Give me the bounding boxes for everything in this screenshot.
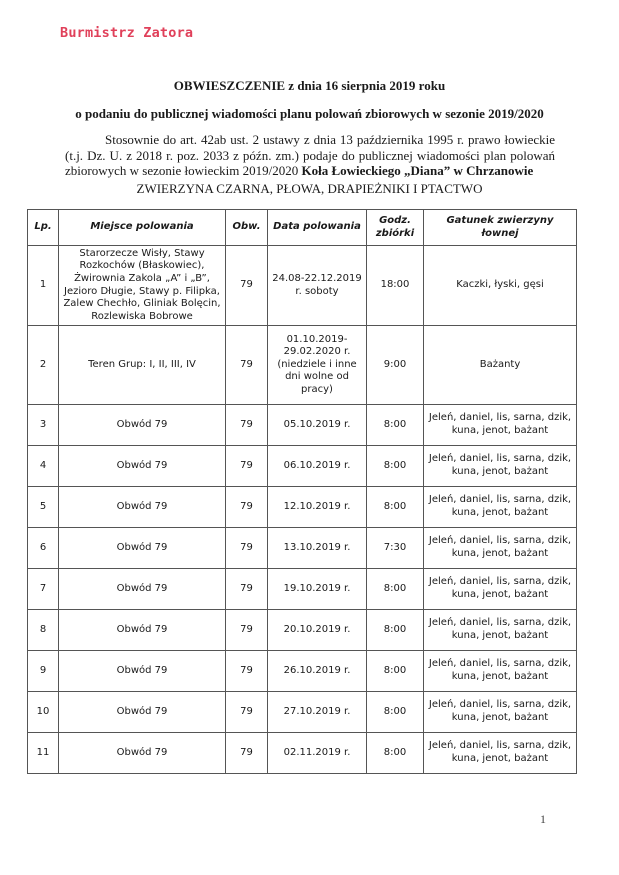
cell-species: Jeleń, daniel, lis, sarna, dzik, kuna, jenot, bażant [424,692,577,733]
cell-place: Obwód 79 [59,405,226,446]
cell-place: Obwód 79 [59,446,226,487]
hunting-schedule-table [27,209,577,774]
cell-lp: 8 [28,610,59,651]
cell-date: 20.10.2019 r. [268,610,367,651]
cell-place: Obwód 79 [59,692,226,733]
cell-date: 13.10.2019 r. [268,528,367,569]
cell-time: 8:00 [367,487,424,528]
cell-date: 05.10.2019 r. [268,405,367,446]
intro-paragraph [65,132,555,179]
cell-place: Obwód 79 [59,569,226,610]
cell-species: Bażanty [424,326,577,405]
cell-date: 01.10.2019-29.02.2020 r. (niedziele i inne dni wolne od pracy) [268,326,367,405]
cell-district: 79 [226,733,268,774]
cell-lp: 2 [28,326,59,405]
cell-species: Jeleń, daniel, lis, sarna, dzik, kuna, jenot, bażant [424,569,577,610]
cell-place: Obwód 79 [59,610,226,651]
cell-lp: 4 [28,446,59,487]
cell-district: 79 [226,528,268,569]
cell-district: 79 [226,405,268,446]
cell-time: 7:30 [367,528,424,569]
table-row [28,326,577,405]
cell-lp: 5 [28,487,59,528]
cell-species: Jeleń, daniel, lis, sarna, dzik, kuna, jenot, bażant [424,446,577,487]
table-row [28,405,577,446]
cell-district: 79 [226,246,268,326]
table-row [28,692,577,733]
game-category-heading: ZWIERZYNA CZARNA, PŁOWA, DRAPIEŻNIKI I PTACTWO [136,181,483,196]
cell-date: 02.11.2019 r. [268,733,367,774]
cell-time: 8:00 [367,692,424,733]
table-row [28,528,577,569]
cell-species: Jeleń, daniel, lis, sarna, dzik, kuna, jenot, bażant [424,528,577,569]
cell-date: 24.08-22.12.2019 r. soboty [268,246,367,326]
cell-district: 79 [226,610,268,651]
cell-place: Obwód 79 [59,733,226,774]
cell-place: Obwód 79 [59,487,226,528]
table-row [28,733,577,774]
cell-date: 12.10.2019 r. [268,487,367,528]
cell-lp: 6 [28,528,59,569]
cell-species: Jeleń, daniel, lis, sarna, dzik, kuna, jenot, bażant [424,610,577,651]
cell-place: Teren Grup: I, II, III, IV [59,326,226,405]
table-row [28,569,577,610]
cell-place: Obwód 79 [59,651,226,692]
cell-time: 9:00 [367,326,424,405]
cell-date: 19.10.2019 r. [268,569,367,610]
cell-species: Jeleń, daniel, lis, sarna, dzik, kuna, jenot, bażant [424,651,577,692]
cell-lp: 10 [28,692,59,733]
cell-date: 27.10.2019 r. [268,692,367,733]
intro-club-name: Koła Łowieckiego „Diana” w Chrzanowie [301,163,534,178]
cell-lp: 7 [28,569,59,610]
cell-species: Kaczki, łyski, gęsi [424,246,577,326]
header-species: Gatunek zwierzyny łownej [424,210,577,246]
cell-time: 8:00 [367,405,424,446]
cell-time: 8:00 [367,569,424,610]
table-row [28,651,577,692]
cell-time: 8:00 [367,733,424,774]
header-lp: Lp. [28,210,59,246]
cell-district: 79 [226,326,268,405]
header-date: Data polowania [268,210,367,246]
cell-species: Jeleń, daniel, lis, sarna, dzik, kuna, jenot, bażant [424,405,577,446]
cell-time: 8:00 [367,446,424,487]
cell-district: 79 [226,692,268,733]
cell-district: 79 [226,487,268,528]
table-row [28,246,577,326]
table-row [28,446,577,487]
notice-title: OBWIESZCZENIE z dnia 16 sierpnia 2019 roku [173,78,446,93]
cell-place: Obwód 79 [59,528,226,569]
cell-species: Jeleń, daniel, lis, sarna, dzik, kuna, jenot, bażant [424,487,577,528]
table-row [28,487,577,528]
cell-time: 8:00 [367,610,424,651]
cell-lp: 3 [28,405,59,446]
table-row [28,610,577,651]
cell-lp: 1 [28,246,59,326]
cell-time: 18:00 [367,246,424,326]
page-number: 1 [540,812,546,826]
notice-subject: o podaniu do publicznej wiadomości planu polowań zbiorowych w sezonie 2019/2020 [75,106,544,121]
cell-date: 26.10.2019 r. [268,651,367,692]
cell-date: 06.10.2019 r. [268,446,367,487]
cell-species: Jeleń, daniel, lis, sarna, dzik, kuna, jenot, bażant [424,733,577,774]
header-place: Miejsce polowania [59,210,226,246]
cell-district: 79 [226,569,268,610]
cell-lp: 9 [28,651,59,692]
mayor-stamp: Burmistrz Zatora [60,25,194,41]
cell-time: 8:00 [367,651,424,692]
table-header-row [28,210,577,246]
cell-lp: 11 [28,733,59,774]
intro-text: Stosownie do art. 42ab ust. 2 ustawy z dnia 13 października 1995 r. prawo łowieckie (t.j. Dz. U. z 2018 r. poz. 2033 z późn. zm.) podaje do publicznej wiadomości plan polowań zbiorowych w sezonie łowieckim 2019/2020 [65,132,555,178]
header-district: Obw. [226,210,268,246]
cell-district: 79 [226,651,268,692]
cell-district: 79 [226,446,268,487]
cell-place: Starorzecze Wisły, Stawy Rozkochów (Błaskowiec), Żwirownia Zakola „A” i „B”, Jezioro Długie, Stawy p. Filipka, Zalew Chechło, Gliniak Bolęcin, Rozlewiska Bobrowe [59,246,226,326]
header-time: Godz. zbiórki [367,210,424,246]
